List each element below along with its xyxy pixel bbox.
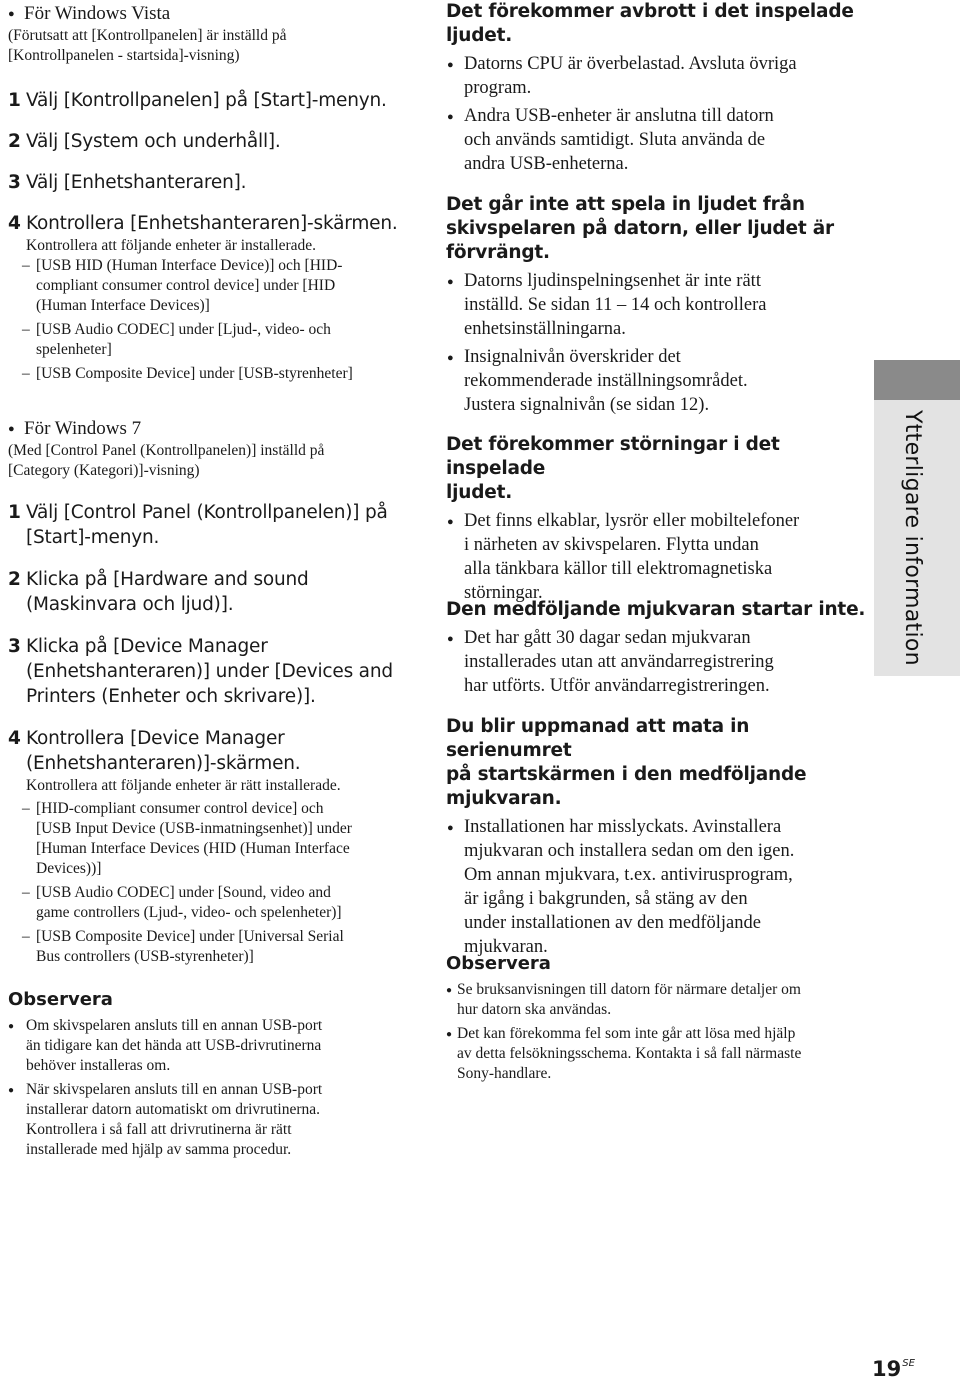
step-number: 3 bbox=[8, 636, 21, 657]
heading-line: ljudet. bbox=[446, 25, 513, 46]
item-line: program. bbox=[464, 78, 532, 98]
observe-item bbox=[446, 1024, 866, 1084]
step-line: Klicka på [Device Manager bbox=[26, 636, 268, 657]
step-text bbox=[26, 500, 420, 550]
observe-heading: Observera bbox=[8, 989, 113, 1010]
item-line: inställd. Se sidan 11 – 14 och kontrollera bbox=[464, 295, 767, 315]
item-line: rekommenderade inställningsområdet. bbox=[464, 371, 748, 391]
win7-step-2 bbox=[8, 567, 420, 617]
win7-device-item bbox=[8, 927, 420, 967]
step-line: Kontrollera [Device Manager bbox=[26, 728, 285, 749]
trouble-section-4 bbox=[446, 598, 866, 698]
heading-line: skivspelaren på datorn, eller ljudet är bbox=[446, 218, 834, 239]
vista-device-item bbox=[8, 256, 420, 316]
page-number bbox=[872, 1357, 915, 1381]
step-number: 1 bbox=[8, 90, 21, 111]
step-number: 4 bbox=[8, 728, 21, 749]
trouble-item bbox=[446, 509, 866, 605]
trouble-section-3 bbox=[446, 433, 866, 605]
trouble-item bbox=[446, 345, 866, 417]
item-line: störningar. bbox=[464, 583, 543, 603]
step-line: Välj [Control Panel (Kontrollpanelen)] på bbox=[26, 502, 388, 523]
observe-line: Sony-handlare. bbox=[457, 1065, 552, 1082]
heading-line: mjukvaran. bbox=[446, 788, 562, 809]
trouble-section-1 bbox=[446, 0, 866, 176]
item-line: ● Det har gått 30 dagar sedan mjukvaran bbox=[464, 628, 751, 648]
trouble-heading bbox=[446, 598, 866, 622]
observe-line: än tidigare kan det hända att USB-drivrutinerna bbox=[26, 1037, 322, 1054]
item-line: ● Andra USB-enheter är anslutna till datorn bbox=[464, 106, 774, 126]
trouble-heading bbox=[446, 715, 866, 811]
vista-check-text: Kontrollera att följande enheter är installerade. bbox=[26, 237, 317, 254]
win7-section bbox=[8, 415, 420, 967]
vista-step-1 bbox=[8, 88, 420, 113]
vista-step-2 bbox=[8, 129, 420, 154]
item-line: installerades utan att användarregistrering bbox=[464, 652, 774, 672]
device-line: – [HID-compliant consumer control device] och bbox=[36, 800, 324, 817]
heading-line: Det förekommer avbrott i det inspelade bbox=[446, 1, 854, 22]
observe-item bbox=[446, 980, 866, 1020]
vista-heading: ● För Windows Vista bbox=[8, 2, 420, 26]
observe-item bbox=[8, 1016, 420, 1076]
step-number: 2 bbox=[8, 569, 21, 590]
step-number: 3 bbox=[8, 172, 21, 193]
trouble-item bbox=[446, 626, 866, 698]
vista-note-line-1: (Förutsatt att [Kontrollpanelen] är inställd på bbox=[8, 27, 287, 44]
device-line: – [USB Audio CODEC] under [Ljud-, video- och bbox=[36, 321, 331, 338]
trouble-item bbox=[446, 815, 866, 959]
item-line: under installationen av den medföljande bbox=[464, 913, 761, 933]
vista-device-item bbox=[8, 320, 420, 360]
item-line: alla tänkbara källor till elektromagnetiska bbox=[464, 559, 773, 579]
trouble-section-2 bbox=[446, 193, 866, 417]
vista-device-item bbox=[8, 364, 420, 384]
device-line: (Human Interface Devices)] bbox=[36, 297, 210, 314]
item-line: mjukvaran och installera sedan om den igen. bbox=[464, 841, 795, 861]
step-number: 1 bbox=[8, 502, 21, 523]
device-line: – [USB Composite Device] under [Universal Serial bbox=[36, 928, 344, 945]
vista-step-4 bbox=[8, 211, 420, 236]
page-number-suffix: SE bbox=[902, 1358, 915, 1369]
item-line: och används samtidigt. Sluta använda de bbox=[464, 130, 766, 150]
side-tab-label: Ytterligare information bbox=[900, 410, 925, 666]
step-text: Välj [System och underhåll]. bbox=[26, 131, 281, 152]
vista-section bbox=[8, 0, 420, 384]
step-line: [Start]-menyn. bbox=[26, 527, 160, 548]
device-line: [USB Input Device (USB-inmatningsenhet)] under bbox=[36, 820, 352, 837]
device-line: [Human Interface Devices (HID (Human Interface bbox=[36, 840, 350, 857]
win7-step-1 bbox=[8, 500, 420, 550]
item-line: är igång i bakgrunden, så stäng av den bbox=[464, 889, 748, 909]
item-line: ● Datorns CPU är överbelastad. Avsluta övriga bbox=[464, 54, 797, 74]
item-line: enhetsinställningarna. bbox=[464, 319, 626, 339]
device-line: – [USB HID (Human Interface Device)] och [HID- bbox=[36, 257, 343, 274]
trouble-item bbox=[446, 104, 866, 176]
section-side-tab bbox=[874, 360, 960, 676]
device-line: spelenheter] bbox=[36, 341, 112, 358]
heading-line: ljudet. bbox=[446, 482, 513, 503]
observe-line: ● Det kan förekomma fel som inte går att lösa med hjälp bbox=[457, 1025, 796, 1042]
win7-check-text: Kontrollera att följande enheter är rätt installerade. bbox=[26, 777, 341, 794]
win7-heading: ● För Windows 7 bbox=[8, 417, 420, 441]
item-line: ● Installationen har misslyckats. Avinstallera bbox=[464, 817, 782, 837]
observe-line: behöver installeras om. bbox=[26, 1057, 171, 1074]
item-line: Justera signalnivån (se sidan 12). bbox=[464, 395, 710, 415]
trouble-heading bbox=[446, 433, 866, 505]
step-line: (Enhetshanteraren)]-skärmen. bbox=[26, 753, 301, 774]
step-text bbox=[26, 726, 420, 776]
trouble-item bbox=[446, 269, 866, 341]
item-line: mjukvaran. bbox=[464, 937, 548, 957]
step-text bbox=[26, 567, 420, 617]
item-line: Om annan mjukvara, t.ex. antivirusprogram, bbox=[464, 865, 793, 885]
observe-heading: Observera bbox=[446, 953, 551, 974]
step-text: Kontrollera [Enhetshanteraren]-skärmen. bbox=[26, 213, 398, 234]
step-number: 2 bbox=[8, 131, 21, 152]
observe-line: Kontrollera i så fall att drivrutinerna är rätt bbox=[26, 1121, 292, 1138]
trouble-heading bbox=[446, 193, 866, 265]
observe-line: installerar datorn automatiskt om drivrutinerna. bbox=[26, 1101, 320, 1118]
win7-step-3 bbox=[8, 634, 420, 709]
item-line: andra USB-enheterna. bbox=[464, 154, 629, 174]
observe-line: ● Om skivspelaren ansluts till en annan USB-port bbox=[26, 1017, 323, 1034]
step-text: Välj [Enhetshanteraren]. bbox=[26, 172, 247, 193]
side-tab-bar bbox=[874, 360, 960, 400]
device-line: Devices))] bbox=[36, 860, 102, 877]
observe-item bbox=[8, 1080, 420, 1160]
step-line: Klicka på [Hardware and sound bbox=[26, 569, 309, 590]
left-observe-section bbox=[8, 988, 420, 1160]
heading-line: Du blir uppmanad att mata in serienumret bbox=[446, 716, 750, 761]
item-line: i närheten av skivspelaren. Flytta undan bbox=[464, 535, 759, 555]
win7-note-line-2: [Category (Kategori)]-visning) bbox=[8, 462, 200, 479]
trouble-section-5 bbox=[446, 715, 866, 959]
trouble-heading bbox=[446, 0, 866, 48]
device-line: game controllers (Ljud-, video- och spelenheter)] bbox=[36, 904, 342, 921]
item-line: ● Det finns elkablar, lysrör eller mobiltelefoner bbox=[464, 511, 800, 531]
trouble-item bbox=[446, 52, 866, 100]
win7-step-4 bbox=[8, 726, 420, 776]
right-observe-section bbox=[446, 952, 866, 1084]
item-line: ● Insignalnivån överskrider det bbox=[464, 347, 681, 367]
step-line: Printers (Enheter och skrivare)]. bbox=[26, 686, 316, 707]
heading-line: Den medföljande mjukvaran startar inte. bbox=[446, 599, 866, 620]
step-text: Välj [Kontrollpanelen] på [Start]-menyn. bbox=[26, 90, 387, 111]
vista-step-3 bbox=[8, 170, 420, 195]
win7-note-line-1: (Med [Control Panel (Kontrollpanelen)] inställd på bbox=[8, 442, 325, 459]
vista-note-line-2: [Kontrollpanelen - startsida]-visning) bbox=[8, 47, 240, 64]
step-number: 4 bbox=[8, 213, 21, 234]
device-line: – [USB Composite Device] under [USB-styrenheter] bbox=[36, 365, 353, 382]
item-line: har utförts. Utför användarregistreringen. bbox=[464, 676, 770, 696]
observe-line: av detta felsökningsschema. Kontakta i så fall närmaste bbox=[457, 1045, 802, 1062]
observe-line: hur datorn ska användas. bbox=[457, 1001, 612, 1018]
device-line: Bus controllers (USB-styrenheter)] bbox=[36, 948, 254, 965]
observe-line: ● Se bruksanvisningen till datorn för närmare detaljer om bbox=[457, 981, 801, 998]
device-line: compliant consumer control device] under [HID bbox=[36, 277, 336, 294]
heading-line: på startskärmen i den medföljande bbox=[446, 764, 807, 785]
step-line: (Enhetshanteraren)] under [Devices and bbox=[26, 661, 393, 682]
observe-line: installerade med hjälp av samma procedur. bbox=[26, 1141, 292, 1158]
heading-line: förvrängt. bbox=[446, 242, 550, 263]
heading-line: Det förekommer störningar i det inspelade bbox=[446, 434, 780, 479]
win7-device-item bbox=[8, 883, 420, 923]
page-number-value: 19 bbox=[872, 1357, 902, 1381]
heading-line: Det går inte att spela in ljudet från bbox=[446, 194, 805, 215]
device-line: – [USB Audio CODEC] under [Sound, video and bbox=[36, 884, 331, 901]
step-text bbox=[26, 634, 420, 709]
item-line: ● Datorns ljudinspelningsenhet är inte rätt bbox=[464, 271, 761, 291]
win7-device-item bbox=[8, 799, 420, 879]
observe-line: ● När skivspelaren ansluts till en annan USB-port bbox=[26, 1081, 323, 1098]
step-line: (Maskinvara och ljud)]. bbox=[26, 594, 234, 615]
